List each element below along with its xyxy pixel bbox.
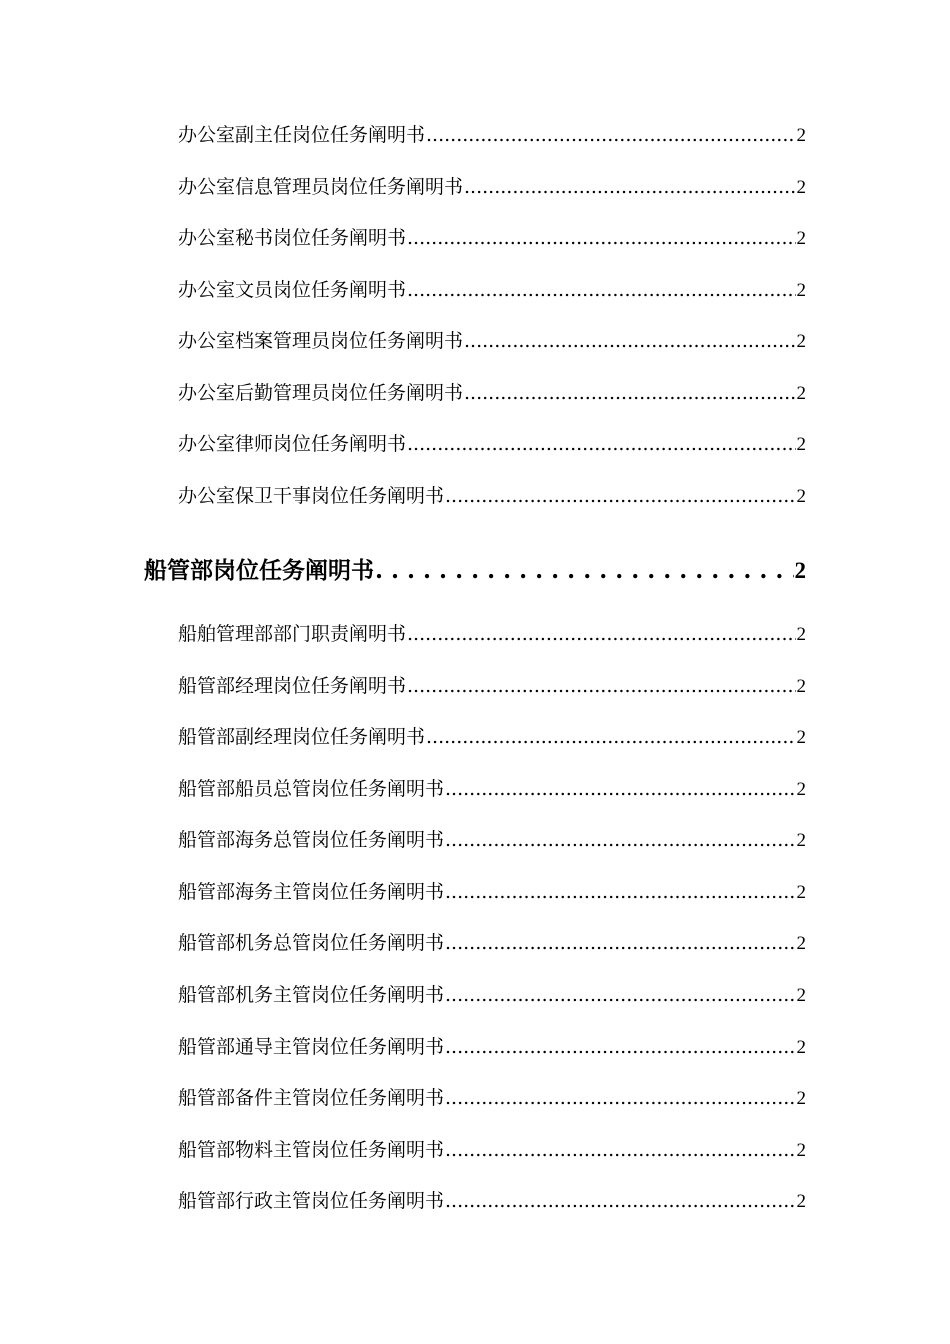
toc-page-number: 2: [796, 1037, 806, 1058]
toc-entry-title: 船管部行政主管岗位任务阐明书: [178, 1190, 445, 1212]
toc-entry[interactable]: [178, 621, 806, 647]
toc-entry[interactable]: [178, 1188, 806, 1214]
toc-dot-leader: [407, 431, 795, 457]
toc-dot-leader: [375, 555, 794, 587]
toc-entry[interactable]: [178, 328, 806, 354]
toc-section-heading[interactable]: [144, 555, 806, 587]
toc-page-number: 2: [796, 1191, 806, 1212]
toc-entry[interactable]: [178, 174, 806, 200]
toc-page-number: 2: [796, 280, 806, 301]
toc-entry-title: 船管部副经理岗位任务阐明书: [178, 726, 426, 748]
toc-dot-leader: [426, 724, 795, 750]
toc-entry-title: 船管部机务主管岗位任务阐明书: [178, 984, 445, 1006]
toc-entry-title: 船管部船员总管岗位任务阐明书: [178, 778, 445, 800]
toc-entry-title: 船管部机务总管岗位任务阐明书: [178, 932, 445, 954]
toc-dot-leader: [464, 328, 795, 354]
toc-page-number: 2: [794, 558, 806, 583]
toc-dot-leader: [445, 930, 795, 956]
toc-entry[interactable]: [178, 930, 806, 956]
toc-entry[interactable]: [178, 776, 806, 802]
toc-dot-leader: [464, 380, 795, 406]
toc-entry-title: 办公室文员岗位任务阐明书: [178, 279, 407, 301]
toc-entry-title: 办公室档案管理员岗位任务阐明书: [178, 330, 464, 352]
toc-dot-leader: [445, 827, 795, 853]
toc-page-number: 2: [796, 933, 806, 954]
toc-entry-title: 办公室保卫干事岗位任务阐明书: [178, 485, 445, 507]
toc-entry[interactable]: [178, 277, 806, 303]
toc-page-number: 2: [796, 331, 806, 352]
toc-page-number: 2: [796, 624, 806, 645]
toc-page-number: 2: [796, 486, 806, 507]
toc-entry[interactable]: [178, 982, 806, 1008]
toc-dot-leader: [445, 483, 795, 509]
toc-entry-title: 船管部备件主管岗位任务阐明书: [178, 1087, 445, 1109]
toc-entry-title: 船管部物料主管岗位任务阐明书: [178, 1139, 445, 1161]
toc-entry-title: 船管部通导主管岗位任务阐明书: [178, 1036, 445, 1058]
toc-dot-leader: [407, 673, 795, 699]
toc-page-number: 2: [796, 676, 806, 697]
toc-page-number: 2: [796, 985, 806, 1006]
toc-entry[interactable]: [178, 724, 806, 750]
toc-dot-leader: [407, 225, 795, 251]
toc-entry-title: 船管部经理岗位任务阐明书: [178, 675, 407, 697]
toc-entry[interactable]: [178, 879, 806, 905]
toc-dot-leader: [445, 1188, 795, 1214]
toc-page-number: 2: [796, 882, 806, 903]
toc-dot-leader: [445, 1034, 795, 1060]
toc-dot-leader: [464, 174, 795, 200]
toc-entry[interactable]: [178, 483, 806, 509]
toc-page-number: 2: [796, 830, 806, 851]
toc-entry[interactable]: [178, 1137, 806, 1163]
toc-page-number: 2: [796, 434, 806, 455]
toc-entry-title: 船管部海务主管岗位任务阐明书: [178, 881, 445, 903]
toc-entry-title: 办公室秘书岗位任务阐明书: [178, 227, 407, 249]
toc-page-number: 2: [796, 125, 806, 146]
toc-page-number: 2: [796, 228, 806, 249]
toc-entry-title: 船管部岗位任务阐明书: [144, 557, 374, 584]
toc-dot-leader: [407, 277, 795, 303]
toc-page-number: 2: [796, 1140, 806, 1161]
toc-entry[interactable]: [178, 380, 806, 406]
toc-page-number: 2: [796, 177, 806, 198]
toc-entry-title: 办公室副主任岗位任务阐明书: [178, 124, 426, 146]
toc-dot-leader: [445, 879, 795, 905]
toc-entry[interactable]: [178, 673, 806, 699]
toc-entry[interactable]: [178, 225, 806, 251]
toc-dot-leader: [445, 776, 795, 802]
toc-entry-title: 办公室律师岗位任务阐明书: [178, 433, 407, 455]
toc-entry-title: 船舶管理部部门职责阐明书: [178, 623, 407, 645]
toc-entry[interactable]: [178, 122, 806, 148]
toc-entry[interactable]: [178, 827, 806, 853]
toc-entry[interactable]: [178, 431, 806, 457]
toc-page-number: 2: [796, 779, 806, 800]
toc-entry-title: 船管部海务总管岗位任务阐明书: [178, 829, 445, 851]
toc-entry[interactable]: [178, 1085, 806, 1111]
toc-dot-leader: [445, 1085, 795, 1111]
toc-entry-title: 办公室后勤管理员岗位任务阐明书: [178, 382, 464, 404]
toc-entry-title: 办公室信息管理员岗位任务阐明书: [178, 176, 464, 198]
toc-entry[interactable]: [178, 1034, 806, 1060]
toc-page-number: 2: [796, 383, 806, 404]
toc-page-number: 2: [796, 1088, 806, 1109]
toc-dot-leader: [426, 122, 795, 148]
toc-dot-leader: [445, 982, 795, 1008]
toc-page-number: 2: [796, 727, 806, 748]
toc-dot-leader: [407, 621, 795, 647]
toc-dot-leader: [445, 1137, 795, 1163]
